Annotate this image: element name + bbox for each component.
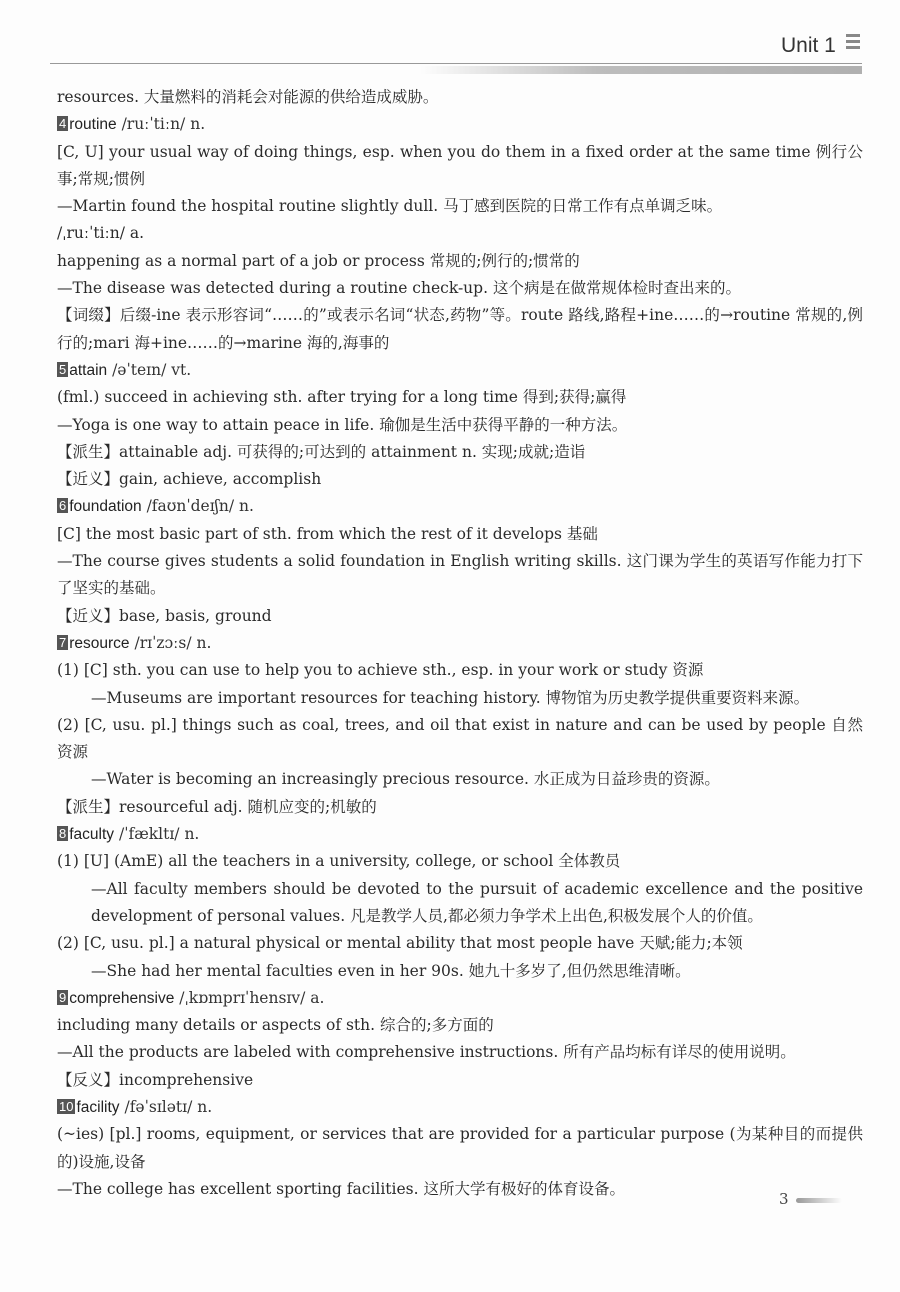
entry-line: —The course gives students a solid foundation in English writing skills. 这门课为学生的英语写作能力打下了坚实的基础。	[57, 552, 863, 598]
entry-line: 【反义】incomprehensive	[57, 1070, 254, 1089]
headword: resource	[69, 634, 130, 652]
headword: routine	[69, 116, 117, 134]
headword: foundation	[69, 498, 142, 516]
entry-line: (fml.) succeed in achieving sth. after trying for a long time 得到;获得;赢得	[57, 388, 627, 407]
headword-line	[57, 821, 863, 848]
example-line: —She had her mental faculties even in her 90s. 她九十多岁了,但仍然思维清晰。	[91, 961, 691, 980]
headword-line	[57, 985, 863, 1012]
headword-line	[57, 630, 863, 657]
entry-line: 【近义】gain, achieve, accomplish	[57, 470, 322, 489]
pronunciation: /ˈfækltɪ/ n.	[114, 825, 200, 844]
pronunciation: /əˈteɪn/ vt.	[107, 360, 192, 379]
header-rule	[50, 63, 862, 64]
headword-line	[57, 493, 863, 520]
entry-line: —All the products are labeled with comprehensive instructions. 所有产品均标有详尽的使用说明。	[57, 1043, 796, 1062]
entry-number-badge: 5	[59, 361, 67, 377]
entry-line: (2) [C, usu. pl.] things such as coal, trees, and oil that exist in nature and can be used by people 自然资源	[57, 715, 863, 762]
header-stripes-icon	[846, 34, 860, 56]
entry-line: 【派生】attainable adj. 可获得的;可达到的 attainment n. 实现;成就;造诣	[57, 442, 586, 461]
example-line: —Water is becoming an increasingly precious resource. 水正成为日益珍贵的资源。	[91, 770, 720, 789]
pronunciation: /ruːˈtiːn/ n.	[116, 115, 206, 134]
entry-number-badge: 9	[59, 989, 67, 1005]
entry-line: including many details or aspects of sth. 综合的;多方面的	[57, 1016, 494, 1035]
entry-line: —Yoga is one way to attain peace in life. 瑜伽是生活中获得平静的一种方法。	[57, 415, 628, 434]
entry-number-badge: 10	[59, 1098, 74, 1114]
entry-number-badge: 8	[59, 826, 67, 842]
entry-line: [C, U] your usual way of doing things, esp. when you do them in a fixed order at the same time 例行公事;常规;惯例	[57, 142, 863, 188]
entry-number-badge: 7	[59, 634, 67, 650]
entry-line: —Martin found the hospital routine slightly dull. 马丁感到医院的日常工作有点单调乏味。	[57, 197, 723, 216]
entry-line: happening as a normal part of a job or process 常规的;例行的;惯常的	[57, 251, 580, 270]
entry-line: resources. 大量燃料的消耗会对能源的供给造成威胁。	[57, 88, 439, 106]
entry-line: /ˌruːˈtiːn/ a.	[57, 224, 145, 243]
page-number: 3	[779, 1190, 789, 1208]
entry-line: (1) [U] (AmE) all the teachers in a university, college, or school 全体教员	[57, 852, 621, 871]
headword-line	[57, 1094, 863, 1121]
entry-line: (2) [C, usu. pl.] a natural physical or mental ability that most people have 天赋;能力;本领	[57, 934, 743, 953]
unit-title: Unit 1	[781, 34, 836, 57]
entry-number-badge: 6	[59, 498, 67, 514]
pronunciation: /fəˈsɪlətɪ/ n.	[119, 1097, 213, 1116]
headword: comprehensive	[69, 989, 175, 1007]
vocabulary-entries	[57, 84, 863, 1203]
pronunciation: /ˌkɒmprɪˈhensɪv/ a.	[174, 988, 325, 1007]
example-line: —Museums are important resources for teaching history. 博物馆为历史教学提供重要资料来源。	[91, 688, 810, 707]
header-band	[420, 66, 862, 74]
example-line: —All faculty members should be devoted to the pursuit of academic excellence and the positive development of personal values. 凡是教学人员,都必须力争学术上出色,积极发展个人的价值。	[91, 879, 863, 925]
entry-number-badge: 4	[59, 116, 67, 132]
pronunciation: /faʊnˈdeɪʃn/ n.	[141, 497, 254, 516]
entry-line: (~ies) [pl.] rooms, equipment, or services that are provided for a particular purpose (为某种目的而提供的)设施,设备	[57, 1125, 863, 1171]
headword: facility	[76, 1098, 120, 1116]
entry-line: —The disease was detected during a routine check-up. 这个病是在做常规体检时查出来的。	[57, 279, 741, 298]
entry-line: 【词缀】后缀-ine 表示形容词“……的”或表示名词“状态,药物”等。route 路线,路程+ine……的→routine 常规的,例行的;mari 海+ine……的→marine 海的,海事的	[57, 306, 863, 352]
headword-line	[57, 111, 863, 138]
pronunciation: /rɪˈzɔːs/ n.	[129, 633, 212, 652]
headword: faculty	[69, 826, 115, 844]
page-number-decoration	[796, 1198, 842, 1203]
entry-line: 【派生】resourceful adj. 随机应变的;机敏的	[57, 797, 377, 816]
headword: attain	[69, 361, 108, 379]
entry-line: 【近义】base, basis, ground	[57, 606, 272, 625]
entry-line: (1) [C] sth. you can use to help you to achieve sth., esp. in your work or study 资源	[57, 661, 704, 680]
entry-line: —The college has excellent sporting facilities. 这所大学有极好的体育设备。	[57, 1179, 625, 1198]
headword-line	[57, 357, 863, 384]
entry-line: [C] the most basic part of sth. from which the rest of it develops 基础	[57, 524, 598, 543]
